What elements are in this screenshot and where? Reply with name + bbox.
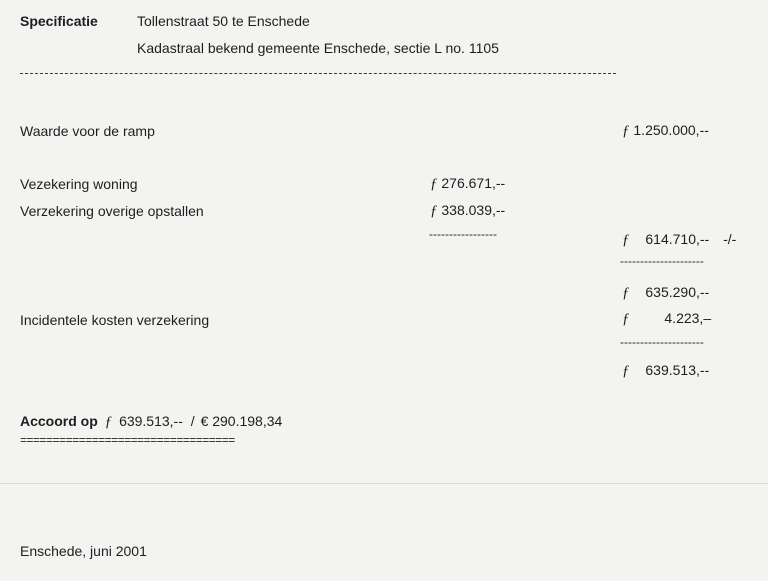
amount-text: 635.290,-- (645, 284, 710, 300)
agreement-line (20, 413, 282, 430)
agreement-separator: / (190, 413, 195, 429)
insurance-other-label: Verzekering overige opstallen (20, 203, 204, 219)
florin-symbol: ƒ (622, 363, 630, 379)
incidental-amount (622, 310, 711, 327)
address: Tollenstraat 50 te Enschede (137, 13, 310, 29)
total-amount (622, 362, 709, 379)
amount-text: 1.250.000,-- (633, 122, 709, 138)
amount-text: 639.513,-- (645, 362, 710, 378)
amount-text: 4.223,– (664, 310, 712, 326)
spec-label: Specificatie (20, 13, 98, 29)
florin-symbol: ƒ (622, 232, 630, 248)
agreement-euro-amount: € 290.198,34 (200, 413, 283, 429)
right-divider-1: --------------------- (620, 254, 704, 268)
amount-text: 338.039,-- (441, 202, 506, 218)
incidental-label: Incidentele kosten verzekering (20, 312, 210, 328)
agreement-underline: ================================= (20, 433, 235, 447)
florin-symbol: ƒ (430, 203, 438, 219)
page-separator (0, 483, 768, 484)
place-date: Enschede, juni 2001 (20, 543, 147, 559)
agreement-amount: 639.513,-- (119, 413, 183, 429)
subtotal-insurance-amount (622, 231, 736, 248)
amount-text: 276.671,-- (441, 175, 506, 191)
subtract-operator: -/- (723, 231, 737, 247)
florin-symbol: ƒ (622, 311, 630, 327)
insurance-home-label: Vezekering woning (20, 176, 138, 192)
florin-symbol: ƒ (622, 285, 630, 301)
value-before-amount (622, 122, 709, 139)
florin-symbol: ƒ (622, 123, 630, 139)
after-deduction-amount (622, 284, 709, 301)
florin-symbol: ƒ (430, 176, 438, 192)
cadastral-description: Kadastraal bekend gemeente Enschede, sectie L no. 1105 (137, 40, 499, 56)
insurance-home-amount (430, 175, 505, 192)
agreement-label: Accoord op (20, 413, 98, 429)
right-divider-2: --------------------- (620, 335, 704, 349)
value-before-label: Waarde voor de ramp (20, 123, 155, 139)
amount-text: 614.710,-- (645, 231, 710, 247)
subtotal-divider: ----------------- (429, 227, 497, 241)
insurance-other-amount (430, 202, 505, 219)
header-divider (20, 73, 616, 74)
florin-symbol: ƒ (104, 414, 113, 430)
